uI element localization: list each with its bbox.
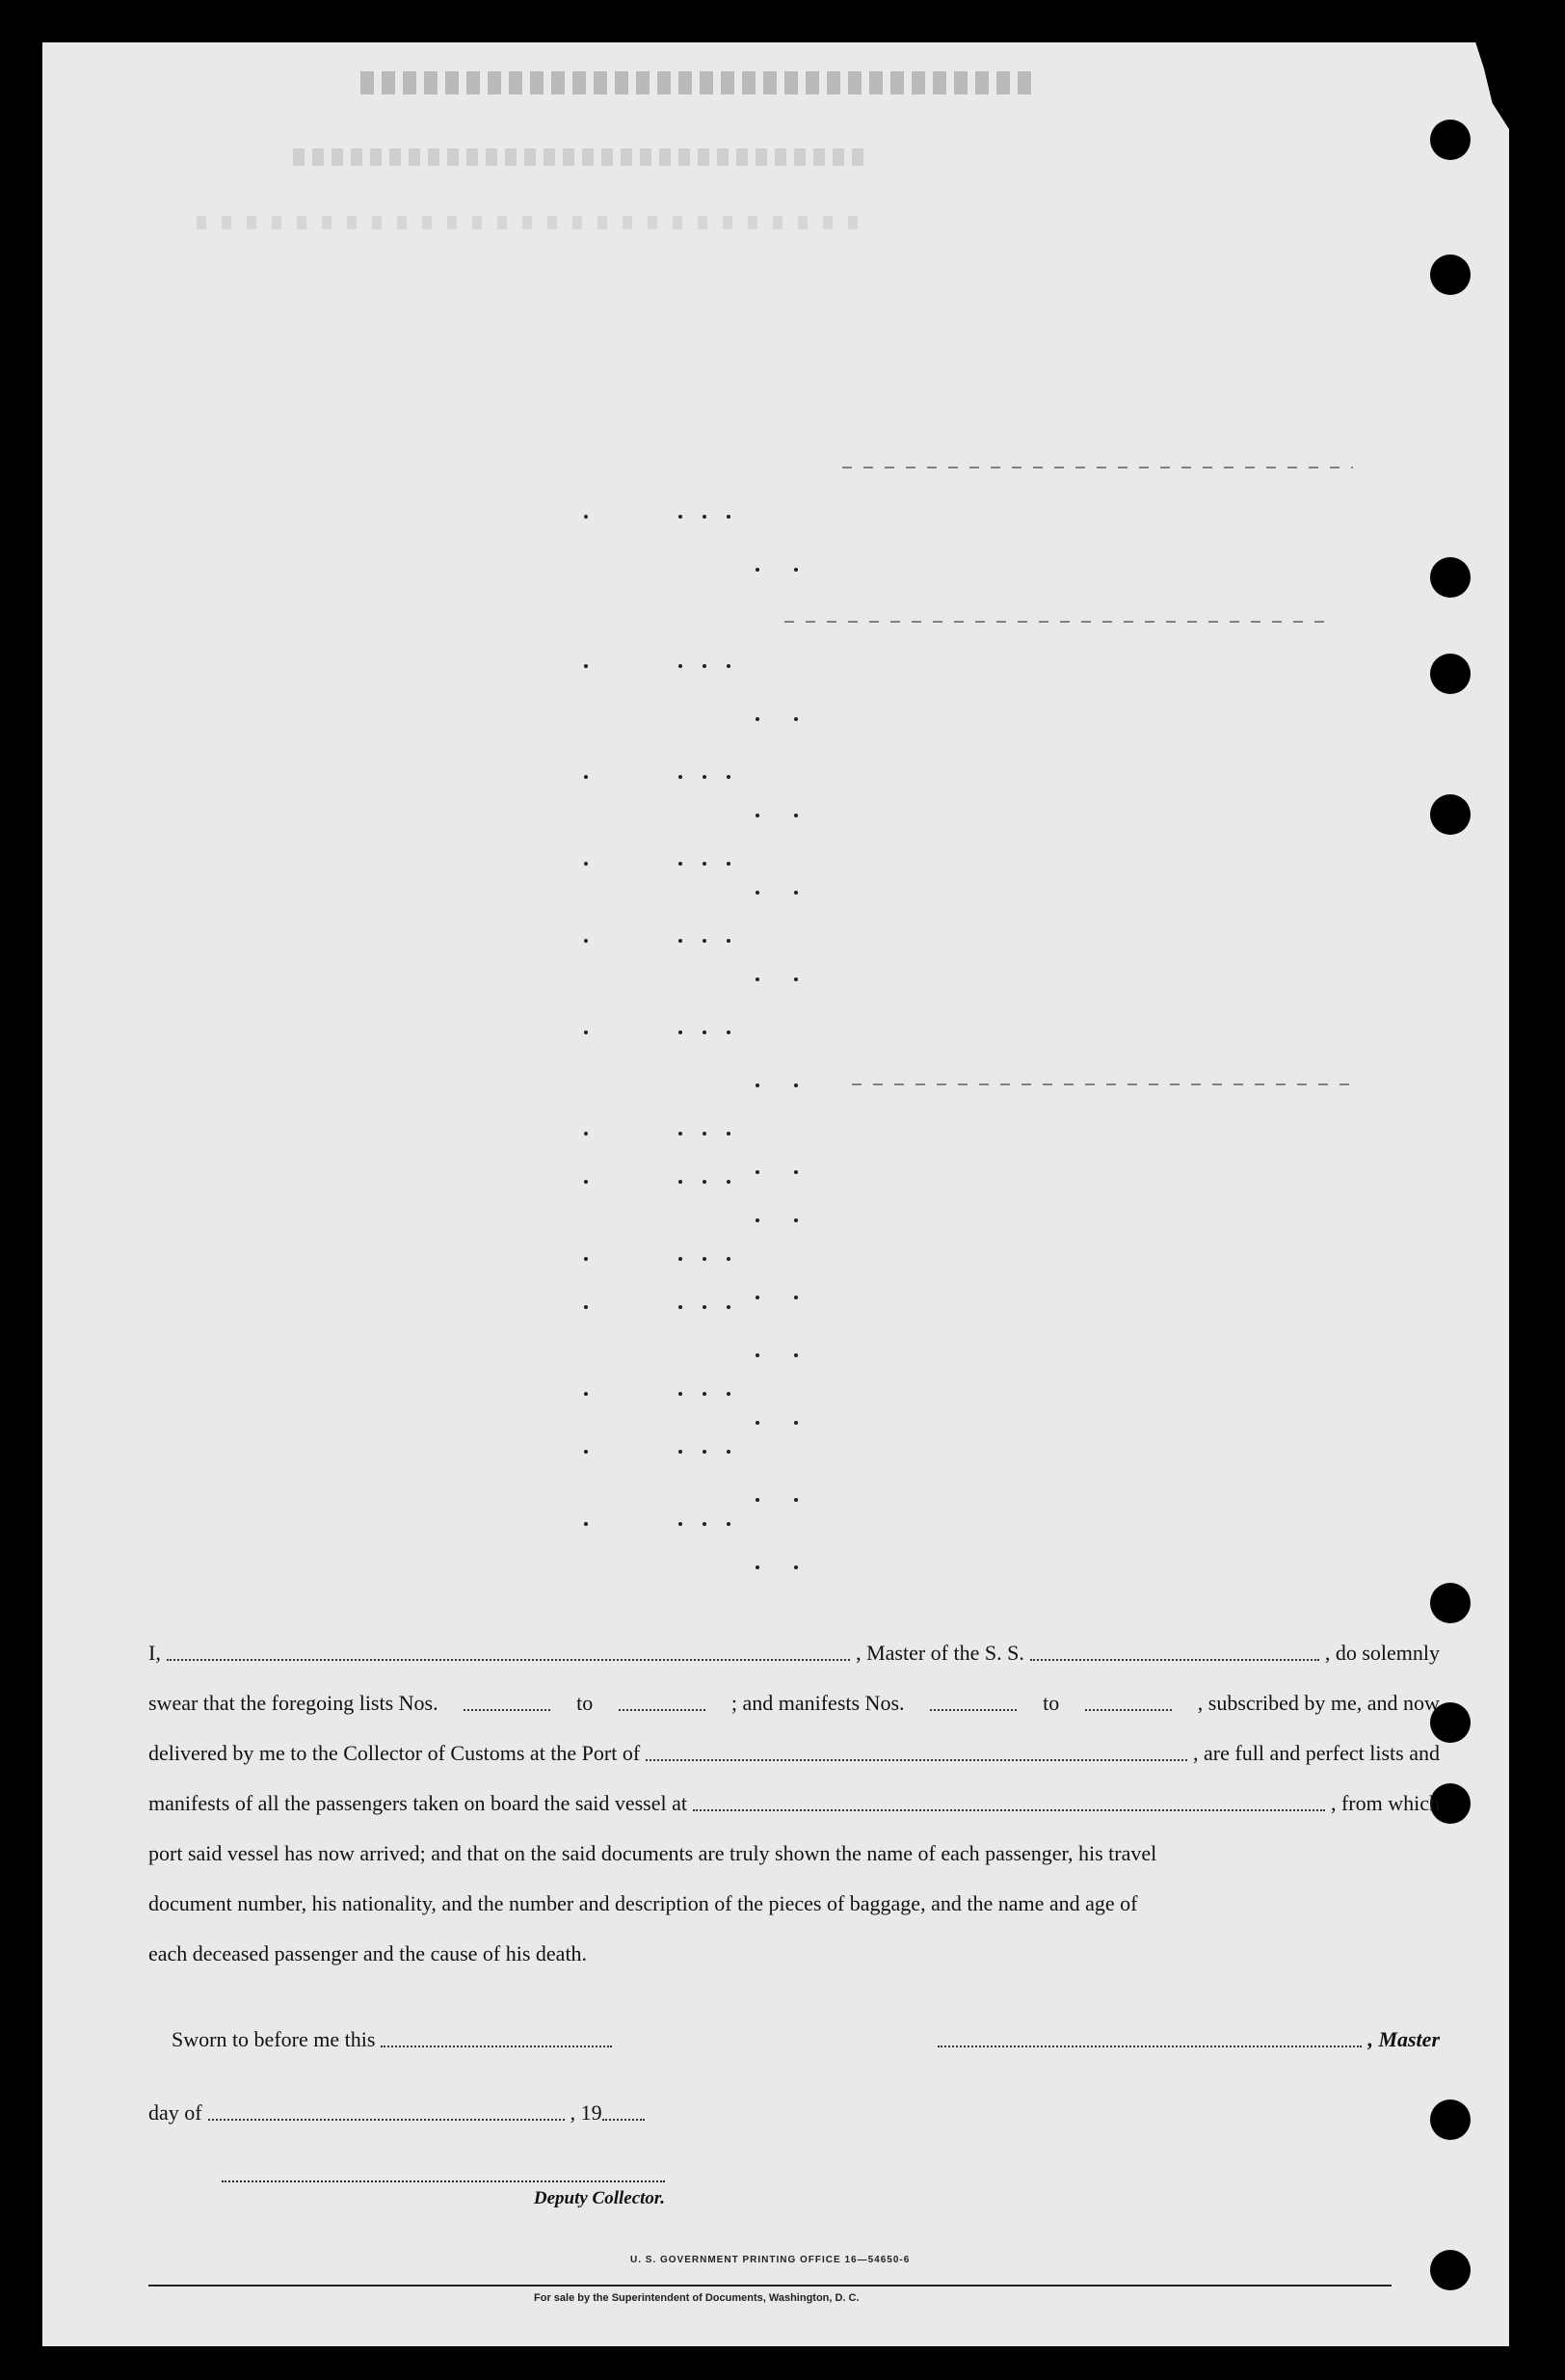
oath-line	[148, 1678, 1440, 1728]
punch-dot	[584, 862, 588, 866]
punch-dot	[727, 1450, 730, 1454]
port-field[interactable]	[646, 1746, 1187, 1761]
punch-dot	[703, 664, 706, 668]
punch-dot	[756, 1083, 759, 1087]
punch-dot	[584, 1522, 588, 1526]
punch-dot	[703, 1257, 706, 1261]
punch-dot	[756, 1296, 759, 1299]
oath-text: ; and manifests Nos.	[730, 1691, 905, 1715]
punch-dot	[678, 1030, 682, 1034]
punch-dot	[727, 1305, 730, 1309]
punch-hole	[1430, 557, 1471, 598]
punch-dot	[678, 862, 682, 866]
punch-dot	[703, 1132, 706, 1136]
oath-line	[148, 1879, 1440, 1929]
oath-text: to	[576, 1691, 594, 1715]
oath-line	[148, 1628, 1440, 1678]
vessel-name-field[interactable]	[1030, 1645, 1319, 1661]
punch-dot	[794, 1498, 798, 1502]
punch-dot	[794, 1353, 798, 1357]
punch-dot	[727, 775, 730, 779]
punch-dot	[794, 1421, 798, 1425]
punch-hole	[1430, 2250, 1471, 2290]
punch-hole	[1430, 254, 1471, 295]
punch-dot	[727, 939, 730, 943]
punch-dot	[584, 1305, 588, 1309]
punch-dot	[727, 515, 730, 519]
punch-dot	[678, 515, 682, 519]
punch-dot	[703, 1180, 706, 1184]
punch-dot	[727, 1522, 730, 1526]
punch-dot	[794, 814, 798, 817]
punch-hole	[1430, 654, 1471, 694]
punch-hole	[1430, 1583, 1471, 1623]
punch-dot	[678, 1392, 682, 1396]
punch-dot	[756, 1565, 759, 1569]
oath-text: , Master of the S. S.	[856, 1641, 1024, 1665]
printing-office-line: U. S. GOVERNMENT PRINTING OFFICE 16—54650-6	[630, 2255, 911, 2265]
punch-dot	[756, 977, 759, 981]
sworn-line	[148, 2015, 1440, 2065]
punch-dot	[584, 515, 588, 519]
oath-text: document number, his nationality, and the number and description of the pieces of baggage, and the name and age of	[148, 1891, 1138, 1915]
oath-text: manifests of all the passengers taken on board the said vessel at	[148, 1791, 688, 1815]
day-of-label: day of	[148, 2100, 202, 2125]
punch-dot	[756, 1170, 759, 1174]
oath-text: to	[1043, 1691, 1060, 1715]
punch-dot	[703, 775, 706, 779]
master-signature-field[interactable]	[938, 2032, 1362, 2047]
oath-text: swear that the foregoing lists Nos.	[148, 1691, 438, 1715]
faded-header	[293, 148, 871, 166]
punch-dot	[584, 1392, 588, 1396]
year-field[interactable]	[602, 2105, 645, 2121]
punch-dot	[727, 1030, 730, 1034]
oath-text: delivered by me to the Collector of Customs at the Port of	[148, 1741, 641, 1765]
bottom-rule	[148, 2285, 1392, 2286]
torn-corner	[1453, 42, 1509, 129]
punch-dot	[678, 1450, 682, 1454]
punch-dot	[794, 568, 798, 572]
punch-dot	[703, 1305, 706, 1309]
faint-divider	[852, 1083, 1353, 1085]
punch-dot	[703, 1450, 706, 1454]
punch-dot	[727, 1392, 730, 1396]
faint-divider	[842, 467, 1353, 468]
punch-dot	[703, 1392, 706, 1396]
oath-text: each deceased passenger and the cause of his death.	[148, 1941, 588, 1966]
punch-dot	[703, 515, 706, 519]
punch-dot	[703, 1522, 706, 1526]
punch-dot	[584, 775, 588, 779]
punch-dot	[727, 664, 730, 668]
punch-dot	[678, 1257, 682, 1261]
punch-dot	[678, 664, 682, 668]
punch-dot	[756, 1353, 759, 1357]
punch-dot	[794, 1083, 798, 1087]
master-name-field[interactable]	[167, 1645, 850, 1661]
list-from-field[interactable]	[464, 1696, 550, 1711]
oath-line	[148, 1778, 1440, 1829]
punch-dot	[756, 891, 759, 895]
punch-dot	[794, 1218, 798, 1222]
punch-dot	[727, 1180, 730, 1184]
punch-dot	[727, 1132, 730, 1136]
punch-dot	[756, 1498, 759, 1502]
sale-notice: For sale by the Superintendent of Documents, Washington, D. C.	[534, 2292, 860, 2304]
punch-dot	[678, 1132, 682, 1136]
month-field[interactable]	[208, 2105, 565, 2121]
punch-dot	[794, 891, 798, 895]
punch-dot	[584, 1030, 588, 1034]
oath-line	[148, 1728, 1440, 1778]
oath-text: , from which	[1330, 1791, 1440, 1815]
manifest-to-field[interactable]	[1085, 1696, 1172, 1711]
deputy-collector-signature: Deputy Collector.	[222, 2180, 665, 2209]
punch-dot	[584, 1180, 588, 1184]
punch-dot	[584, 1257, 588, 1261]
oath-text: port said vessel has now arrived; and that on the said documents are truly shown the name of each passenger, his travel	[148, 1841, 1157, 1865]
list-to-field[interactable]	[619, 1696, 705, 1711]
oath-text: , subscribed by me, and now	[1197, 1691, 1440, 1715]
punch-dot	[703, 1030, 706, 1034]
punch-dot	[678, 1305, 682, 1309]
punch-dot	[584, 664, 588, 668]
punch-dot	[584, 1450, 588, 1454]
master-label: , Master	[1367, 2027, 1440, 2051]
punch-dot	[794, 717, 798, 721]
faded-header	[360, 71, 1035, 94]
oath-block	[148, 1628, 1440, 1979]
oath-text: I,	[148, 1641, 161, 1665]
sworn-day-field[interactable]	[381, 2032, 612, 2047]
punch-dot	[678, 939, 682, 943]
sworn-block	[148, 2015, 1440, 2138]
punch-dot	[678, 1522, 682, 1526]
punch-dot	[794, 1170, 798, 1174]
punch-hole	[1430, 794, 1471, 835]
punch-dot	[703, 939, 706, 943]
punch-dot	[678, 1180, 682, 1184]
oath-line	[148, 1829, 1440, 1879]
punch-dot	[584, 939, 588, 943]
departure-port-field[interactable]	[693, 1796, 1325, 1811]
oath-line	[148, 1929, 1440, 1979]
document-page	[42, 42, 1509, 2346]
punch-dot	[794, 1565, 798, 1569]
punch-dot	[756, 1218, 759, 1222]
year-label: , 19	[570, 2100, 602, 2125]
punch-dot	[756, 568, 759, 572]
punch-dot	[678, 775, 682, 779]
faint-divider	[784, 621, 1324, 623]
faded-header	[197, 216, 871, 229]
punch-dot	[727, 1257, 730, 1261]
oath-text: , do solemnly	[1324, 1641, 1440, 1665]
punch-dot	[794, 977, 798, 981]
sworn-line	[148, 2088, 1440, 2138]
sworn-label: Sworn to before me this	[172, 2027, 376, 2051]
punch-dot	[756, 814, 759, 817]
manifest-from-field[interactable]	[930, 1696, 1017, 1711]
punch-dot	[584, 1132, 588, 1136]
punch-dot	[756, 717, 759, 721]
punch-dot	[703, 862, 706, 866]
punch-hole	[1430, 120, 1471, 160]
punch-dot	[727, 862, 730, 866]
oath-text: , are full and perfect lists and	[1193, 1741, 1440, 1765]
punch-dot	[756, 1421, 759, 1425]
punch-dot	[794, 1296, 798, 1299]
